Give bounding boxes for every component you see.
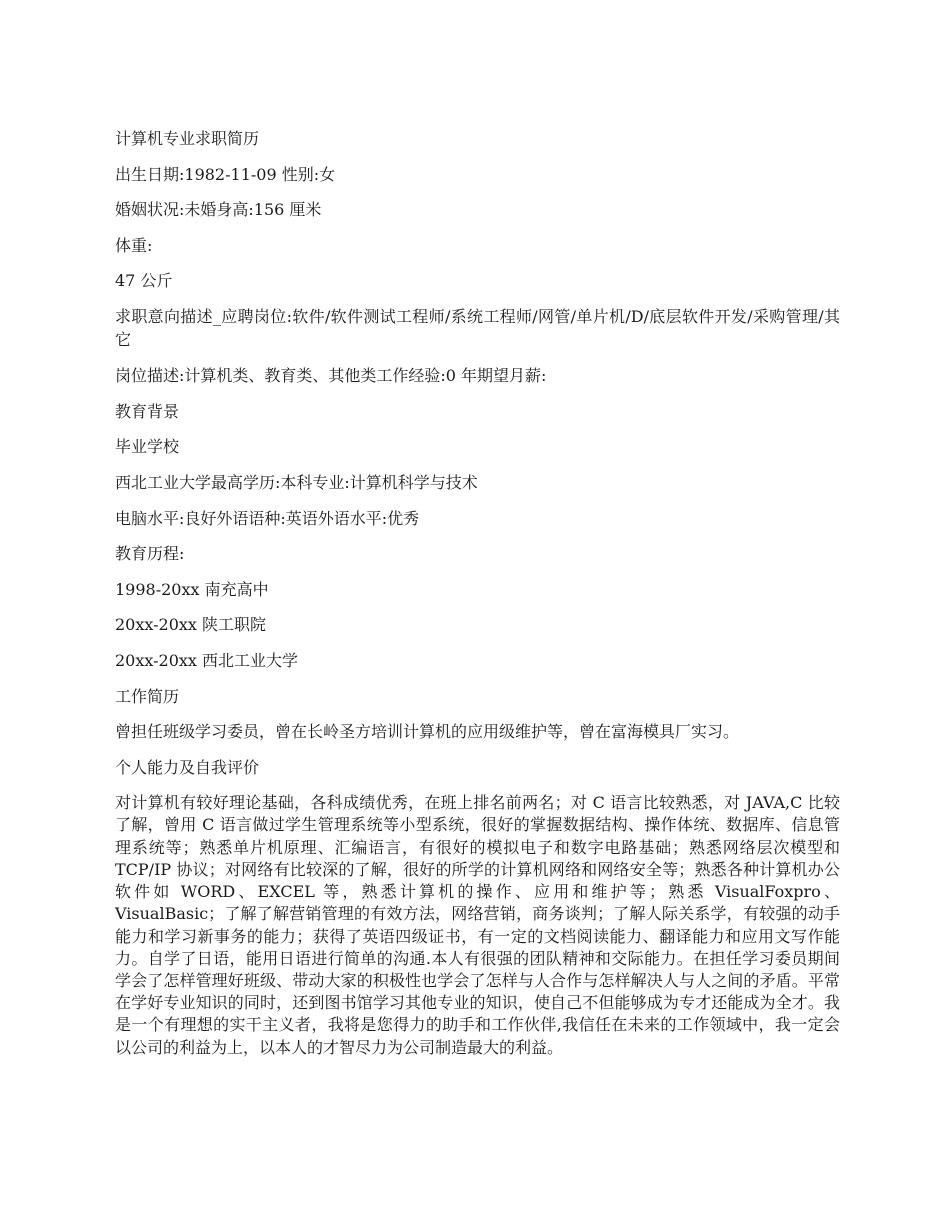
- school-heading: 毕业学校: [115, 437, 180, 457]
- weight-label: 体重:: [115, 235, 153, 255]
- education-heading: 教育背景: [115, 401, 180, 421]
- job-description-line: 岗位描述:计算机类、教育类、其他类工作经验:0 年期望月薪:: [115, 366, 547, 386]
- birth-gender-line: 出生日期:1982-11-09 性别:女: [115, 164, 336, 184]
- work-heading: 工作简历: [115, 686, 180, 706]
- work-content-line: 曾担任班级学习委员，曾在长岭圣方培训计算机的应用级维护等，曾在富海模具厂实习。: [115, 722, 740, 742]
- resume-document: [115, 128, 845, 1072]
- education-history-item: 1998-20xx 南充高中: [115, 579, 269, 599]
- education-history-item: 20xx-20xx 陕工职院: [115, 615, 267, 635]
- ability-heading: 个人能力及自我评价: [115, 757, 260, 777]
- document-title: 计算机专业求职简历: [115, 129, 260, 148]
- marital-height-line: 婚姻状况:未婚身高:156 厘米: [115, 200, 322, 220]
- school-info-line: 西北工业大学最高学历:本科专业:计算机科学与技术: [115, 472, 478, 492]
- job-intent-paragraph: 求职意向描述_应聘岗位:软件/软件测试工程师/系统工程师/网管/单片机/D/底层软件开发/采购管理/其它: [115, 306, 840, 349]
- education-history-item: 20xx-20xx 西北工业大学: [115, 650, 299, 670]
- education-history-heading: 教育历程:: [115, 544, 185, 564]
- skills-info-line: 电脑水平:良好外语语种:英语外语水平:优秀: [115, 508, 420, 528]
- weight-value: 47 公斤: [115, 271, 173, 291]
- ability-paragraph: 对计算机有较好理论基础，各科成绩优秀，在班上排名前两名；对 C 语言比较熟悉，对 JAVA,C 比较了解，曾用 C 语言做过学生管理系统等小型系统，很好的掌握数据结构、操作体统、数据库、信息管理系统等；熟悉单片机原理、汇编语言，有很好的模拟电子和数字电路基础；熟悉网络层次模型和 TCP/IP 协议；对网络有比较深的了解，很好的所学的计算机网络和网络安全等；熟悉各种计算机办公软件如 WORD、EXCEL 等，熟悉计算机的操作、应用和维护等；熟悉 VisualFoxpro、VisualBasic；了解了解营销管理的有效方法，网络营销，商务谈判；了解人际关系学，有较强的动手能力和学习新事务的能力；获得了英语四级证书，有一定的文档阅读能力、翻译能力和应用文写作能力。自学了日语，能用日语进行简单的沟通.本人有很强的团队精神和交际能力。在担任学习委员期间学会了怎样管理好班级、带动大家的积极性也学会了怎样与人合作与怎样解决人与人之间的矛盾。平常在学好专业知识的同时，还到图书馆学习其他专业的知识，使自己不但能够成为专才还能成为全才。我是一个有理想的实干主义者，我将是您得力的助手和工作伙伴,我信任在未来的工作领域中，我一定会以公司的利益为上，以本人的才智尽力为公司制造最大的利益。: [115, 793, 840, 1057]
